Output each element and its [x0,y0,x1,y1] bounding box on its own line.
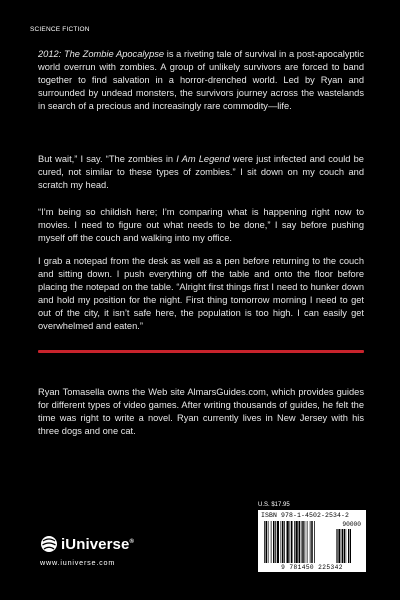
movie-title: I Am Legend [176,154,230,164]
red-divider [38,350,364,353]
price-code: 90000 [342,521,361,528]
blurb-paragraph-2-text-a: But wait,” I say. “The zombies in [38,154,177,164]
ean-digits: 9 781450 225342 [281,564,343,571]
isbn-barcode [258,510,366,572]
genre-label: SCIENCE FICTION [30,26,90,33]
blurb-paragraph-4: I grab a notepad from the desk as well as a pen before returning to the couch and sitting down. I push everything off the table and onto the floor before placing the notepad on the table. “Alright first things first I need to hunker down and hold my position for the night. First thing tomorrow morning I need to get out of the city, it isn’t safe here, the population is too high. I can easily get overwhelmed and eaten.” [38,256,364,331]
publisher-name [61,536,134,553]
author-bio: Ryan Tomasella owns the Web site AlmarsGuides.com, which provides guides for different types of video games. After writing thousands of guides, he felt the time was right to write a novel. Ryan currently lives in New Jersey with his three dogs and one cat. [38,387,364,436]
blurb-paragraph-2-text-b: were just infected and could be cured, not similar to these types of zombies.” I sit down on my couch and scratch my head. [38,154,364,190]
price-label: U.S. $17.95 [258,502,290,508]
blurb-paragraph-2 [38,153,364,192]
blurb-paragraph-1-text: is a riveting tale of survival in a post-apocalyptic world overrun with zombies. A group of unlikely survivors are forced to band together to find salvation in a horror-drenched world. Led by Ryan and surrounded by undead monsters, the survivors journey across the wastelands in search of a precious and increasingly rare commodity—life. [38,49,364,111]
registered-mark: ® [129,538,134,545]
isbn-number: ISBN 978-1-4502-2534-2 [261,512,350,519]
blurb-paragraph-3: “I’m being so childish here; I’m comparing what is happening right now to movies. I need to figure out what needs to be done,” I say before pushing myself off the couch and walking into my office. [38,207,364,243]
iuniverse-globe-icon [40,535,58,553]
blurb-paragraph-1 [38,48,364,113]
book-title: 2012: The Zombie Apocalypse [38,49,165,59]
publisher-url: www.iuniverse.com [40,558,116,567]
isbn-line [261,512,349,519]
publisher-name-text: iUniverse [61,535,130,553]
publisher-logo [40,535,134,553]
